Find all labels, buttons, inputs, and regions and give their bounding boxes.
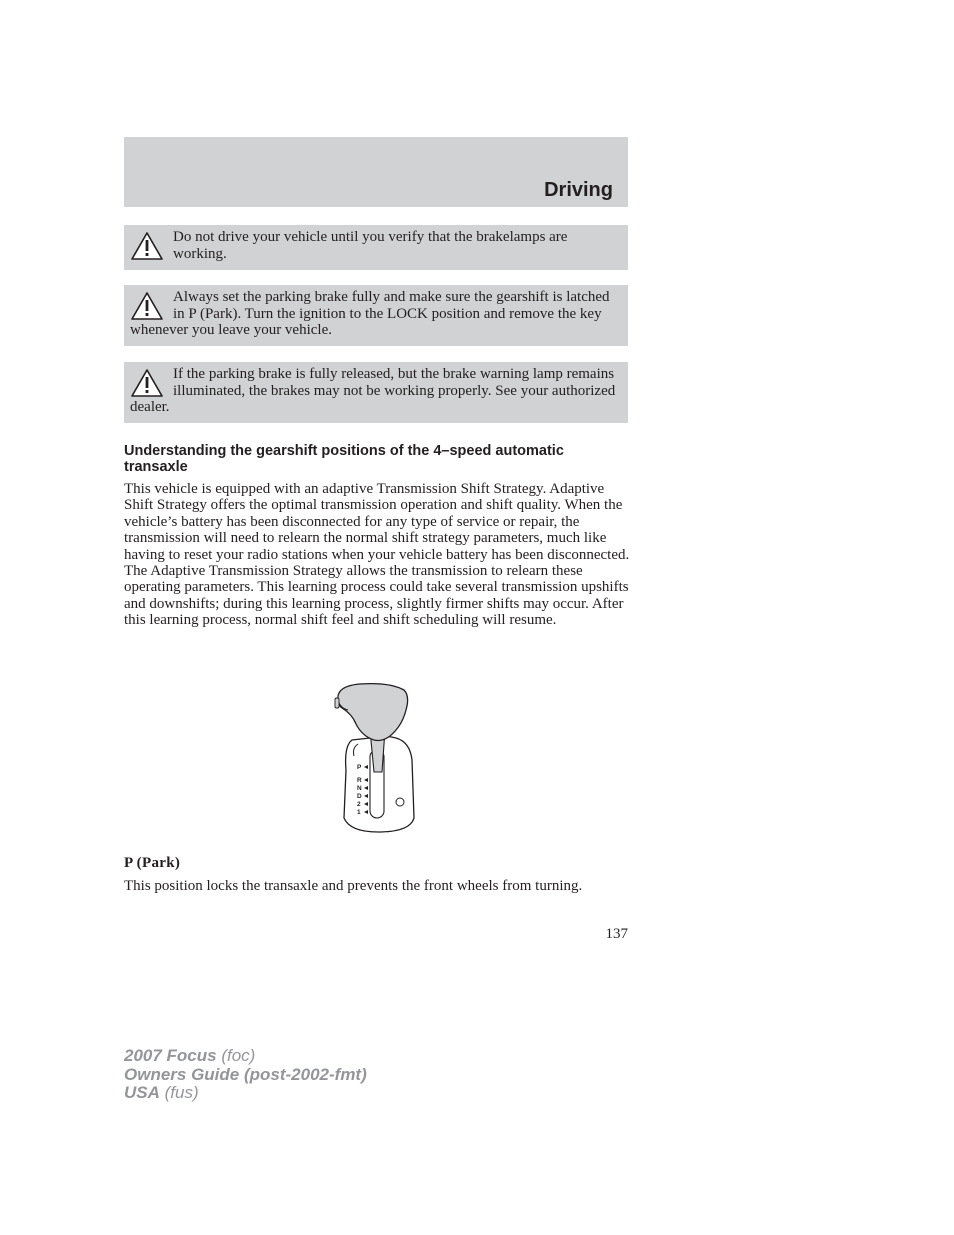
gear-label-1: 1 [357, 809, 361, 816]
section-header-band [124, 137, 628, 207]
gearshift-section-heading: Understanding the gearshift positions of the 4–speed automatic transaxle [124, 443, 564, 475]
warning-text: Do not drive your vehicle until you verify that the brakelamps are working. [173, 229, 568, 262]
park-paragraph: This position locks the transaxle and prevents the front wheels from turning. [124, 878, 583, 894]
gearshift-illustration [330, 680, 420, 836]
document-footer [124, 1047, 367, 1103]
warning-box-parking-brake [124, 285, 628, 346]
warning-box-brakelamps [124, 225, 628, 270]
footer-line-model: 2007 Focus (foc) [124, 1046, 256, 1065]
shift-lock-button [396, 798, 404, 806]
warning-text: If the parking brake is fully released, but the brake warning lamp remains illuminated, the brakes may not be working properly. See your authorized dealer. [130, 366, 616, 415]
warning-triangle-icon [130, 368, 164, 398]
gear-label-n: N [357, 785, 362, 792]
warning-text: Always set the parking brake fully and make sure the gearshift is latched in P (Park). Turn the ignition to the LOCK position and remove the key whenever you leave your vehicle. [130, 289, 610, 338]
warning-triangle-icon [130, 231, 164, 261]
gear-label-d: D [357, 793, 362, 800]
page-number: 137 [605, 926, 628, 942]
gear-label-2: 2 [357, 801, 361, 808]
gear-label-r: R [357, 777, 362, 784]
section-title: Driving [544, 179, 613, 201]
warning-box-brake-lamp [124, 362, 628, 423]
park-heading: P (Park) [124, 855, 181, 871]
gear-label-p: P [357, 764, 362, 771]
warning-triangle-icon [130, 291, 164, 321]
adaptive-shift-paragraph: This vehicle is equipped with an adaptive Transmission Shift Strategy. Adaptive Shift Strategy offers the optimal transmission operation and shift quality. When the vehicle’s battery has been disconnected for any type of service or repair, the transmission will need to relearn the normal shift strategy parameters, much like having to reset your radio stations when your vehicle battery has been disconnected. The Adaptive Transmission Strategy allows the transmission to relearn these operating parameters. This learning process could take several transmission upshifts and downshifts; during this learning process, slightly firmer shifts may occur. After this learning process, normal shift feel and shift scheduling will resume. [124, 481, 630, 629]
footer-line-guide: Owners Guide (post-2002-fmt) [124, 1064, 367, 1084]
footer-line-market: USA (fus) [124, 1083, 199, 1102]
